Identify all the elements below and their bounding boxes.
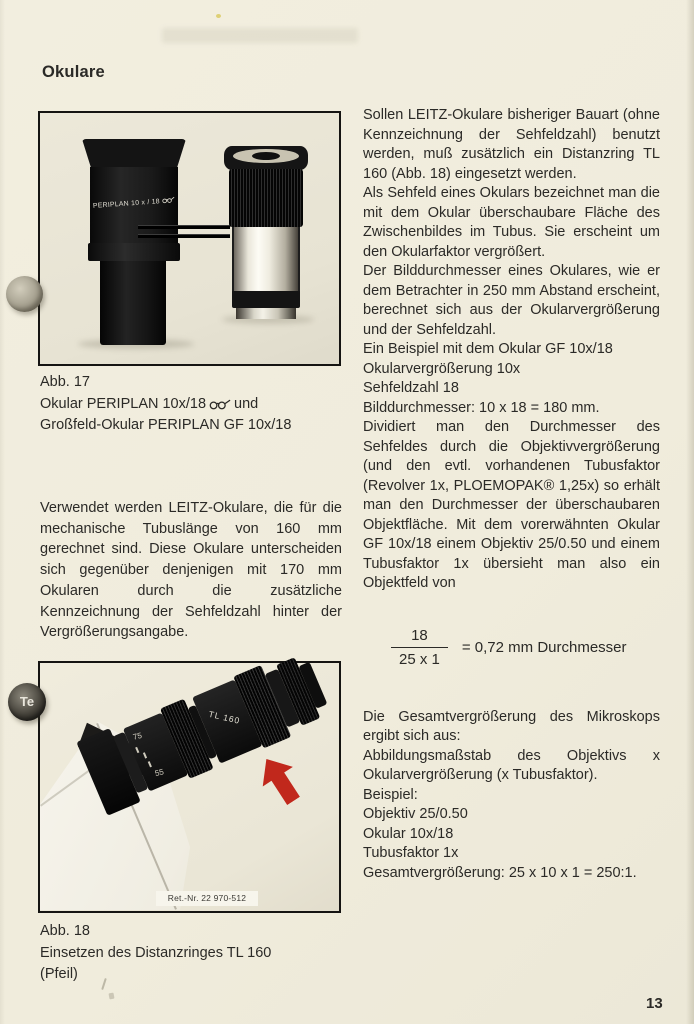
example-line: Okular 10x/18 [363,825,454,842]
red-arrow-pointer [251,749,308,811]
ring-scale-75: 75 [132,730,143,742]
spectacles-icon [162,196,175,204]
barrel-groove [138,234,230,238]
scale-tick [143,752,147,758]
page-title: Okulare [42,63,105,81]
bottom-band [232,291,300,308]
formula-result: = 0,72 mm Durchmesser [461,638,627,656]
figure-label: Abb. 17 [40,374,90,390]
example-line: Beispiel: [363,786,418,803]
figure-18-photo [38,661,341,913]
paragraph: Sollen LEITZ-Okulare bisheriger Bauart (ohne Kennzeichnung der Sehfeldzahl) benutzt werden, muß zusätzlich ein Distanzring TL 160 (Abb. 18) eingesetzt werden. [363,107,660,182]
figure-label: Abb. 18 [40,923,90,939]
punch-hole-with-text [8,683,46,721]
photo-reference-number: Ret.-Nr. 22 970-512 [156,891,258,906]
total-magnification-result: Gesamtvergrößerung: 25 x 10 x 1 = 250:1. [363,864,637,881]
bleed-through-smudge [162,28,358,43]
tl160-engraving: TL 160 [207,708,242,726]
paragraph: Abbildungsmaßstab des Objektivs x Okularvergrößerung (x Tubusfaktor). [363,747,660,783]
figure-17-caption [40,372,342,437]
scale-tick [148,761,152,767]
right-column [363,106,660,883]
fraction-numerator: 18 [411,626,428,644]
eyepiece-engraving: PERIPLAN 10 x / 18 [92,196,176,210]
example-line: Sehfeldzahl 18 [363,380,459,396]
ring-scale-55: 55 [153,767,165,779]
caption-line: Großfeld-Okular PERIPLAN GF 10x/18 [40,417,292,433]
total-magnification-block [363,708,660,864]
scale-tick [135,747,139,753]
figure-18-caption [40,921,342,986]
caption-line: (Pfeil) [40,966,78,982]
paragraph: Der Bilddurchmesser eines Okulares, wie er dem Betrachter in 250 mm Abstand erscheint, berechnet sich aus der Okularvergrößerung und der Sehfeldzahl. [363,263,660,338]
caption-line: Okular PERIPLAN 10x/18 und [40,395,259,412]
eyepiece-ring [88,243,180,261]
page-number: 13 [646,995,663,1012]
left-column-paragraph: Verwendet werden LEITZ-Okulare, die für die mechanische Tubuslänge von 160 mm gerechnet sind. Diese Okulare unterscheiden sich gegenüber denjenigen mit 170 mm Okularen durch die zusätzliche Kennzeichnung der Sehfeldzahl hinter der Vergrößerungsangabe. [40,500,342,641]
spectacles-icon [209,399,231,410]
diameter-formula [391,626,660,670]
eyepiece-top-cap [224,146,308,170]
eyepiece-stem [100,261,166,345]
barrel-groove [138,225,230,229]
pencil-mark [109,993,115,1000]
hole-text: Te [19,694,35,709]
eyepiece-tube-assembly [76,642,343,816]
fraction [391,626,448,670]
eyecup [82,139,186,169]
punch-hole [6,276,43,312]
eyepiece-barrel [90,167,178,243]
example-line: Okularvergrößerung 10x [363,360,521,377]
example-line: Bilddurchmesser: 10 x 18 = 180 mm. [363,399,600,416]
paragraph: Die Gesamtvergrößerung des Mikroskops ergibt sich aus: [363,708,660,744]
example-line: Ein Beispiel mit dem Okular GF 10x/18 [363,341,613,357]
caption-line: Einsetzen des Distanzringes TL 160 [40,944,272,961]
eyepiece-top-face [233,149,299,163]
chrome-body [232,227,300,291]
knurled-grip [229,169,303,227]
eyepiece-lens [252,152,280,160]
paragraph: Als Sehfeld eines Okulars bezeichnet man die mit dem Okular überschaubare Fläche des Zwischenbildes im Tubus. Sie erscheint um den Okularfaktor vergrößert. [363,185,660,260]
paragraph: Dividiert man den Durchmesser des Sehfeldes durch die Objektivvergrößerung (und den evtl. vorhandenen Tubusfaktor (Revolver 1x, PLOEMOPAK® 1,25x) so erhält man den Durchmesser der überschaubaren Objektfläche. Mit dem vorerwähnten Okular GF 10x/18 einem Objektiv 25/0.50 und einem Tubusfaktor 1x übersieht man also ein Objektfeld von [363,419,660,591]
paper-speck [216,14,221,18]
chrome-foot [236,308,296,319]
figure-17-photo [38,111,341,366]
example-line: Objektiv 25/0.50 [363,806,468,822]
example-line: Tubusfaktor 1x [363,845,459,861]
fraction-denominator: 25 x 1 [391,647,448,670]
